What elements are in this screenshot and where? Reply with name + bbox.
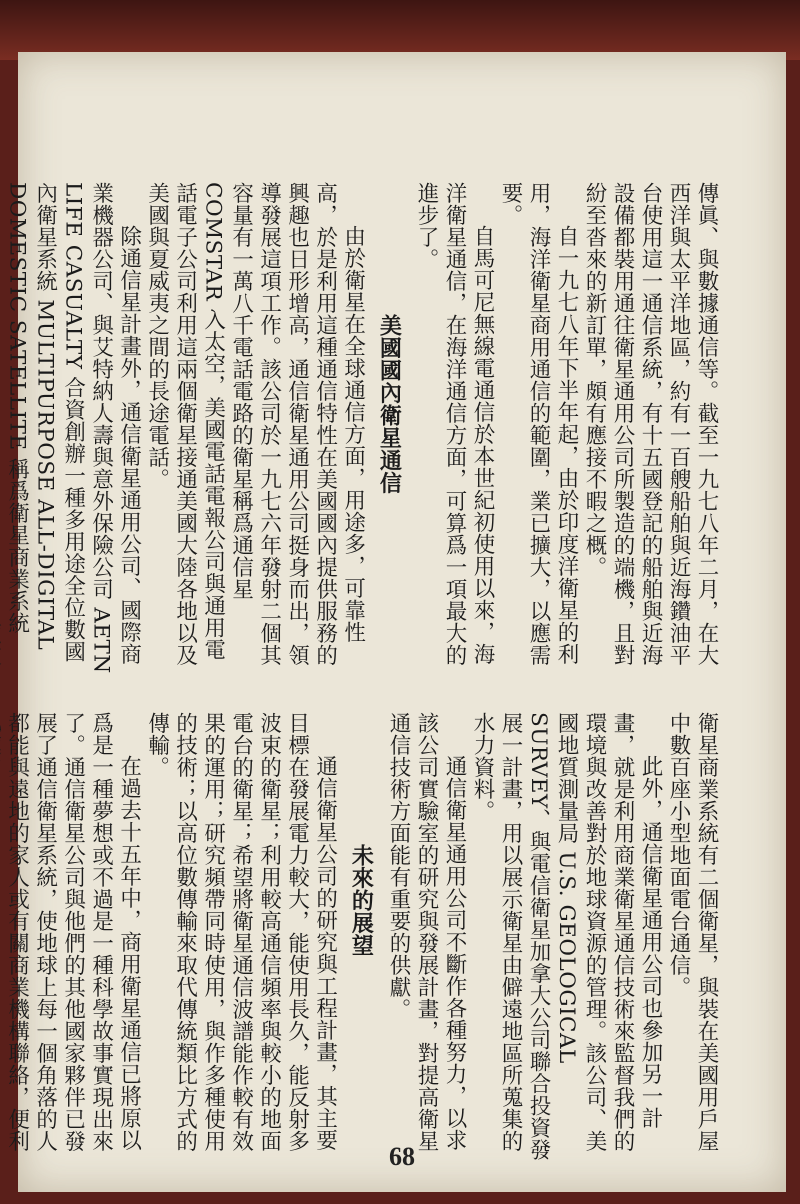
paragraph: 除通信星計畫外，通信衛星通用公司、國際商業機器公司、與艾特納人壽與意外保險公司 AETN LIFE CASUALTY 合資創辦一種多用途全位數國內衛星系統 MULTIPURPOSE ALL-DIGITAL DOMESTIC SATELLITE 稱爲衛星商業系統 xyxy=(4,182,142,674)
upper-text-block xyxy=(4,182,720,682)
paragraph: 衛星商業系統有二個衛星，與裝在美國用戶屋中數百座小型地面電台通信。 xyxy=(666,712,719,1152)
paragraph: 自一九七八年下半年起，由於印度洋衛星的利用，海洋衛星商用通信的範圍，業已擴大，以應需要。 xyxy=(498,182,579,666)
page-number: 68 xyxy=(389,1142,415,1171)
paragraph: 在過去十五年中，商用衛星通信已將原以爲是一種夢想或不過是一種科學故事實現出來了。通信衛星公司與他們的其他國家夥伴已發展了通信衛星系統，使地球上每一個角落的人都能與遠地的家人或有關商業機構聯絡，便利 xyxy=(4,712,142,1152)
paragraph: 自馬可尼無線電通信於本世紀初使用以來，海洋衛星通信，在海洋通信方面，可算爲一項最大的進步了。 xyxy=(414,182,495,666)
paragraph: 傳眞、與數據通信等。截至一九七八年二月，在大西洋與太平洋地區，約有一百艘船舶與近海鑽油平台使用這一通信系統，有十五國登記的船舶與近海設備都裝用通往衛星通用公司所製造的端機，且對紛至沓來的新訂單，頗有應接不暇之概。 xyxy=(582,182,719,666)
paragraph: 此外，通信衛星通用公司也參加另一計畫，就是利用商業衛星通信技術來監督我們的環境與改善對於地球資源的管理。該公司、美國地質測量局 U.S. GEOLOGICAL SURVEY、與電信衛星加拿大公司聯合投資發展一計畫，用以展示衛星由僻遠地區所蒐集的水力資料。 xyxy=(470,712,663,1161)
section-heading-domestic: 美國國內衛星通信 xyxy=(376,314,403,494)
section-heading-future: 未來的展望 xyxy=(348,844,375,957)
paragraph: 通信衛星公司的研究與工程計畫，其主要目標在發展電力較大，能使用長久，能反射多波束的衛星；利用較高通信頻率與較小的地面電台的衛星；希望將衛星通信波譜能作較有效果的運用；研究頻帶同時使用，與作多種使用的技術；以高位數傳輸來取代傳統類比方式的傳輸。 xyxy=(144,712,338,1152)
book-page xyxy=(4,52,786,1192)
paragraph: 通信衛星通用公司不斷作各種努力，以求該公司實驗室的研究與發展計畫，對提高衛星通信技術方面能有重要的供獻。 xyxy=(386,712,467,1152)
book-edge xyxy=(0,0,800,60)
paragraph: 由於衛星在全球通信方面，用途多，可靠性高，於是利用這種通信特性在美國國內提供服務的興趣也日形增高，通信衛星通用公司挺身而出，領導發展這項工作。該公司於一九七六年發射二個其容量有一萬八千電話電路的衛星稱爲通信星 COMSTAR 入太空，美國電話電報公司與通用電話電子公司利用這兩個衛星接通美國大陸各地以及美國與夏威夷之間的長途電話。 xyxy=(144,182,366,666)
lower-text-block xyxy=(4,712,720,1162)
